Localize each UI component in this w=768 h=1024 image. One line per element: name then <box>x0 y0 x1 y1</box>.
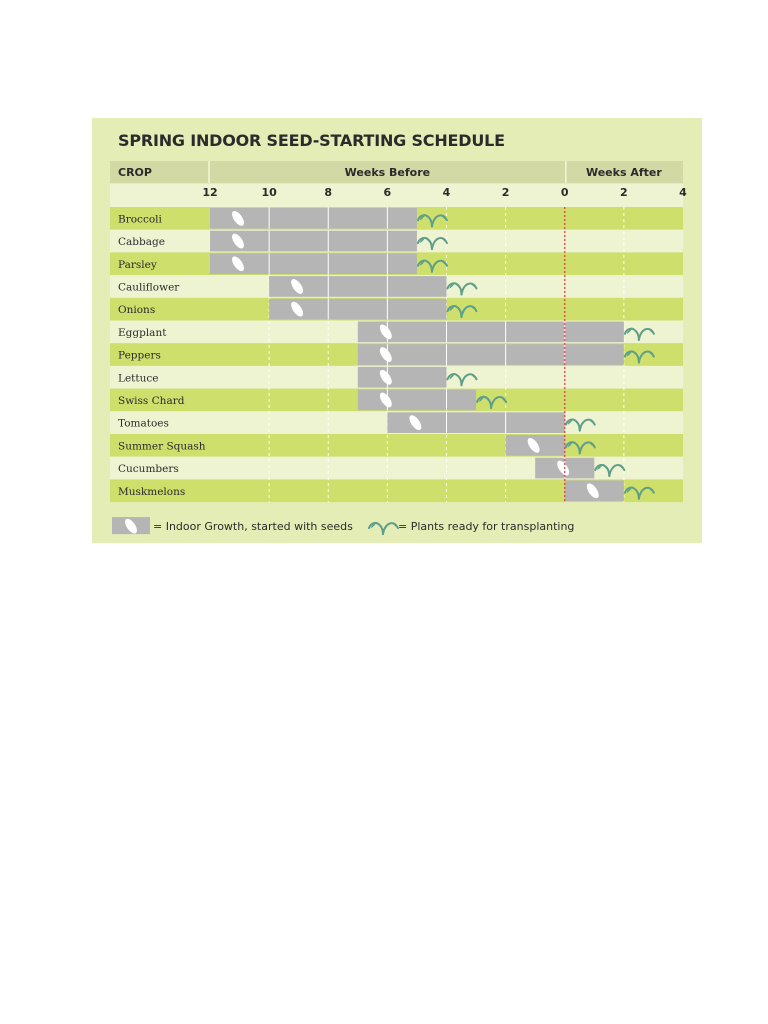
growth-bar <box>358 322 624 343</box>
tick-label: 8 <box>324 186 333 199</box>
crop-label: Peppers <box>118 349 161 362</box>
tick-label: 2 <box>501 186 510 199</box>
chart-title: SPRING INDOOR SEED-STARTING SCHEDULE <box>118 131 505 150</box>
legend-indoor-label: = Indoor Growth, started with seeds <box>153 520 353 534</box>
legend-transplant-label: = Plants ready for transplanting <box>398 520 575 534</box>
crop-label: Broccoli <box>118 213 162 226</box>
tick-label: 4 <box>442 186 451 199</box>
crop-label: Onions <box>118 304 156 317</box>
tick-label: 12 <box>202 186 218 199</box>
crop-label: Eggplant <box>118 326 167 339</box>
crop-header: CROP <box>118 166 152 179</box>
growth-bar <box>358 390 476 411</box>
tick-band <box>110 184 683 207</box>
sprout-icon <box>369 523 398 534</box>
growth-bar <box>358 367 447 388</box>
tick-label: 6 <box>383 186 392 199</box>
crop-label: Cauliflower <box>118 281 180 294</box>
crop-label: Summer Squash <box>118 440 206 453</box>
weeks-after-header: Weeks After <box>585 166 662 179</box>
tick-label: 0 <box>560 186 569 199</box>
crop-label: Parsley <box>118 258 157 271</box>
growth-bar <box>358 344 624 365</box>
tick-label: 4 <box>679 186 687 199</box>
crop-label: Swiss Chard <box>118 394 185 407</box>
tick-label: 10 <box>261 186 277 199</box>
crop-label: Cabbage <box>118 236 165 249</box>
crop-label: Tomatoes <box>118 417 169 430</box>
crop-label: Cucumbers <box>118 463 179 476</box>
weeks-before-header: Weeks Before <box>344 166 431 179</box>
crop-label: Lettuce <box>118 372 159 385</box>
crop-label: Muskmelons <box>118 485 186 498</box>
tick-label: 2 <box>620 186 628 199</box>
